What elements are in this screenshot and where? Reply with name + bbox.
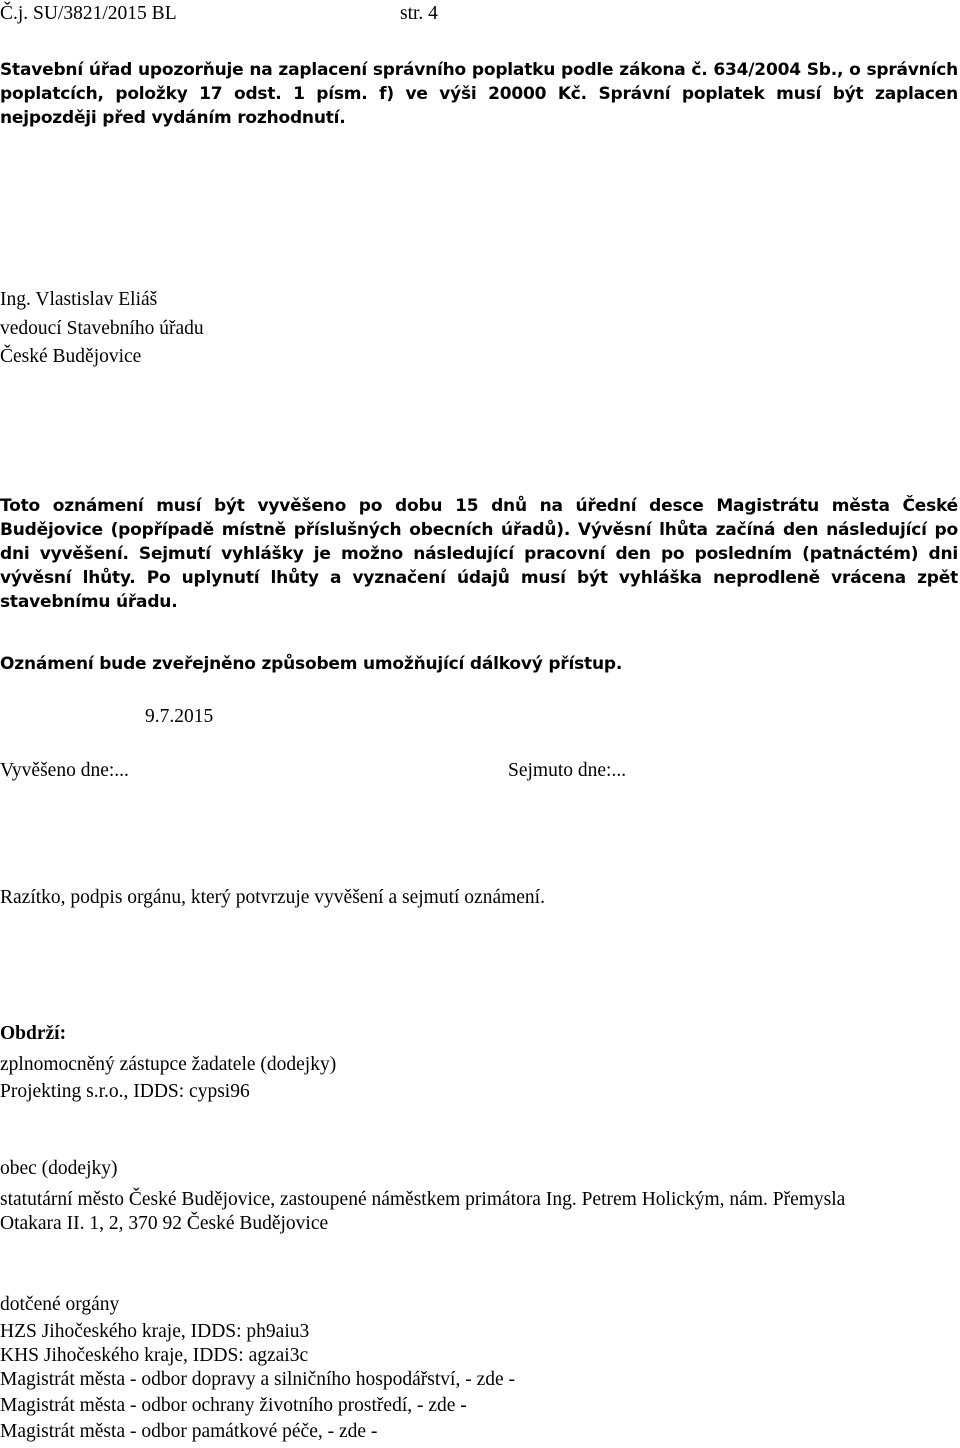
page-number: str. 4 xyxy=(400,3,438,24)
recipient-authority: Magistrát města - odbor památkové péče, - zde - xyxy=(0,1421,378,1442)
recipient-group-municipality: obec (dodejky) xyxy=(0,1158,118,1179)
posting-notice: Toto oznámení musí být vyvěšeno po dobu 15 dnů na úřední desce Magistrátu města České Budějovice (popřípadě místně příslušných obecních úřadů). Vývěsní lhůta začíná den následující po dni vyvěšení. Sejmutí vyhlášky je možno následující pracovní den po posledním (patnáctém) dni vývěsní lhůty. Po uplynutí lhůty a vyznačení údajů musí být vyhláška neprodleně vrácena zpět stavebnímu úřadu. xyxy=(0,496,958,612)
recipient-agent: Projekting s.r.o., IDDS: cypsi96 xyxy=(0,1081,250,1102)
removed-date-field: Sejmuto dne:... xyxy=(508,760,627,781)
recipient-group-authorities: dotčené orgány xyxy=(0,1294,120,1315)
recipient-authority: Magistrát města - odbor ochrany životního prostředí, - zde - xyxy=(0,1395,467,1416)
recipient-authority: Magistrát města - odbor dopravy a silničního hospodářství, - zde - xyxy=(0,1369,516,1390)
publication-notice: Oznámení bude zveřejněno způsobem umožňující dálkový přístup. xyxy=(0,654,623,674)
signatory-name: Ing. Vlastislav Eliáš xyxy=(0,289,158,310)
signatory-city: České Budějovice xyxy=(0,346,142,367)
recipients-heading: Obdrží: xyxy=(0,1023,67,1044)
recipient-authority: KHS Jihočeského kraje, IDDS: agzai3c xyxy=(0,1345,309,1366)
fee-notice: Stavební úřad upozorňuje na zaplacení správního poplatku podle zákona č. 634/2004 Sb., o správních poplatcích, položky 17 odst. 1 písm. f) ve výši 20000 Kč. Správní poplatek musí být zaplacen nejpozději před vydáním rozhodnutí. xyxy=(0,60,958,128)
recipient-group-agent: zplnomocněný zástupce žadatele (dodejky) xyxy=(0,1054,337,1075)
recipient-municipality: statutární město České Budějovice, zastoupené náměstkem primátora Ing. Petrem Holickým, nám. Přemysla Otakara II. 1, 2, 370 92 České Budějovice xyxy=(0,1189,846,1234)
stamp-signature-note: Razítko, podpis orgánu, který potvrzuje vyvěšení a sejmutí oznámení. xyxy=(0,887,545,908)
signatory-role: vedoucí Stavebního úřadu xyxy=(0,318,204,339)
reference-number: Č.j. SU/3821/2015 BL xyxy=(0,3,177,24)
posted-date-field: Vyvěšeno dne:... xyxy=(0,760,129,781)
issue-date: 9.7.2015 xyxy=(145,706,214,727)
recipient-authority: HZS Jihočeského kraje, IDDS: ph9aiu3 xyxy=(0,1321,310,1342)
